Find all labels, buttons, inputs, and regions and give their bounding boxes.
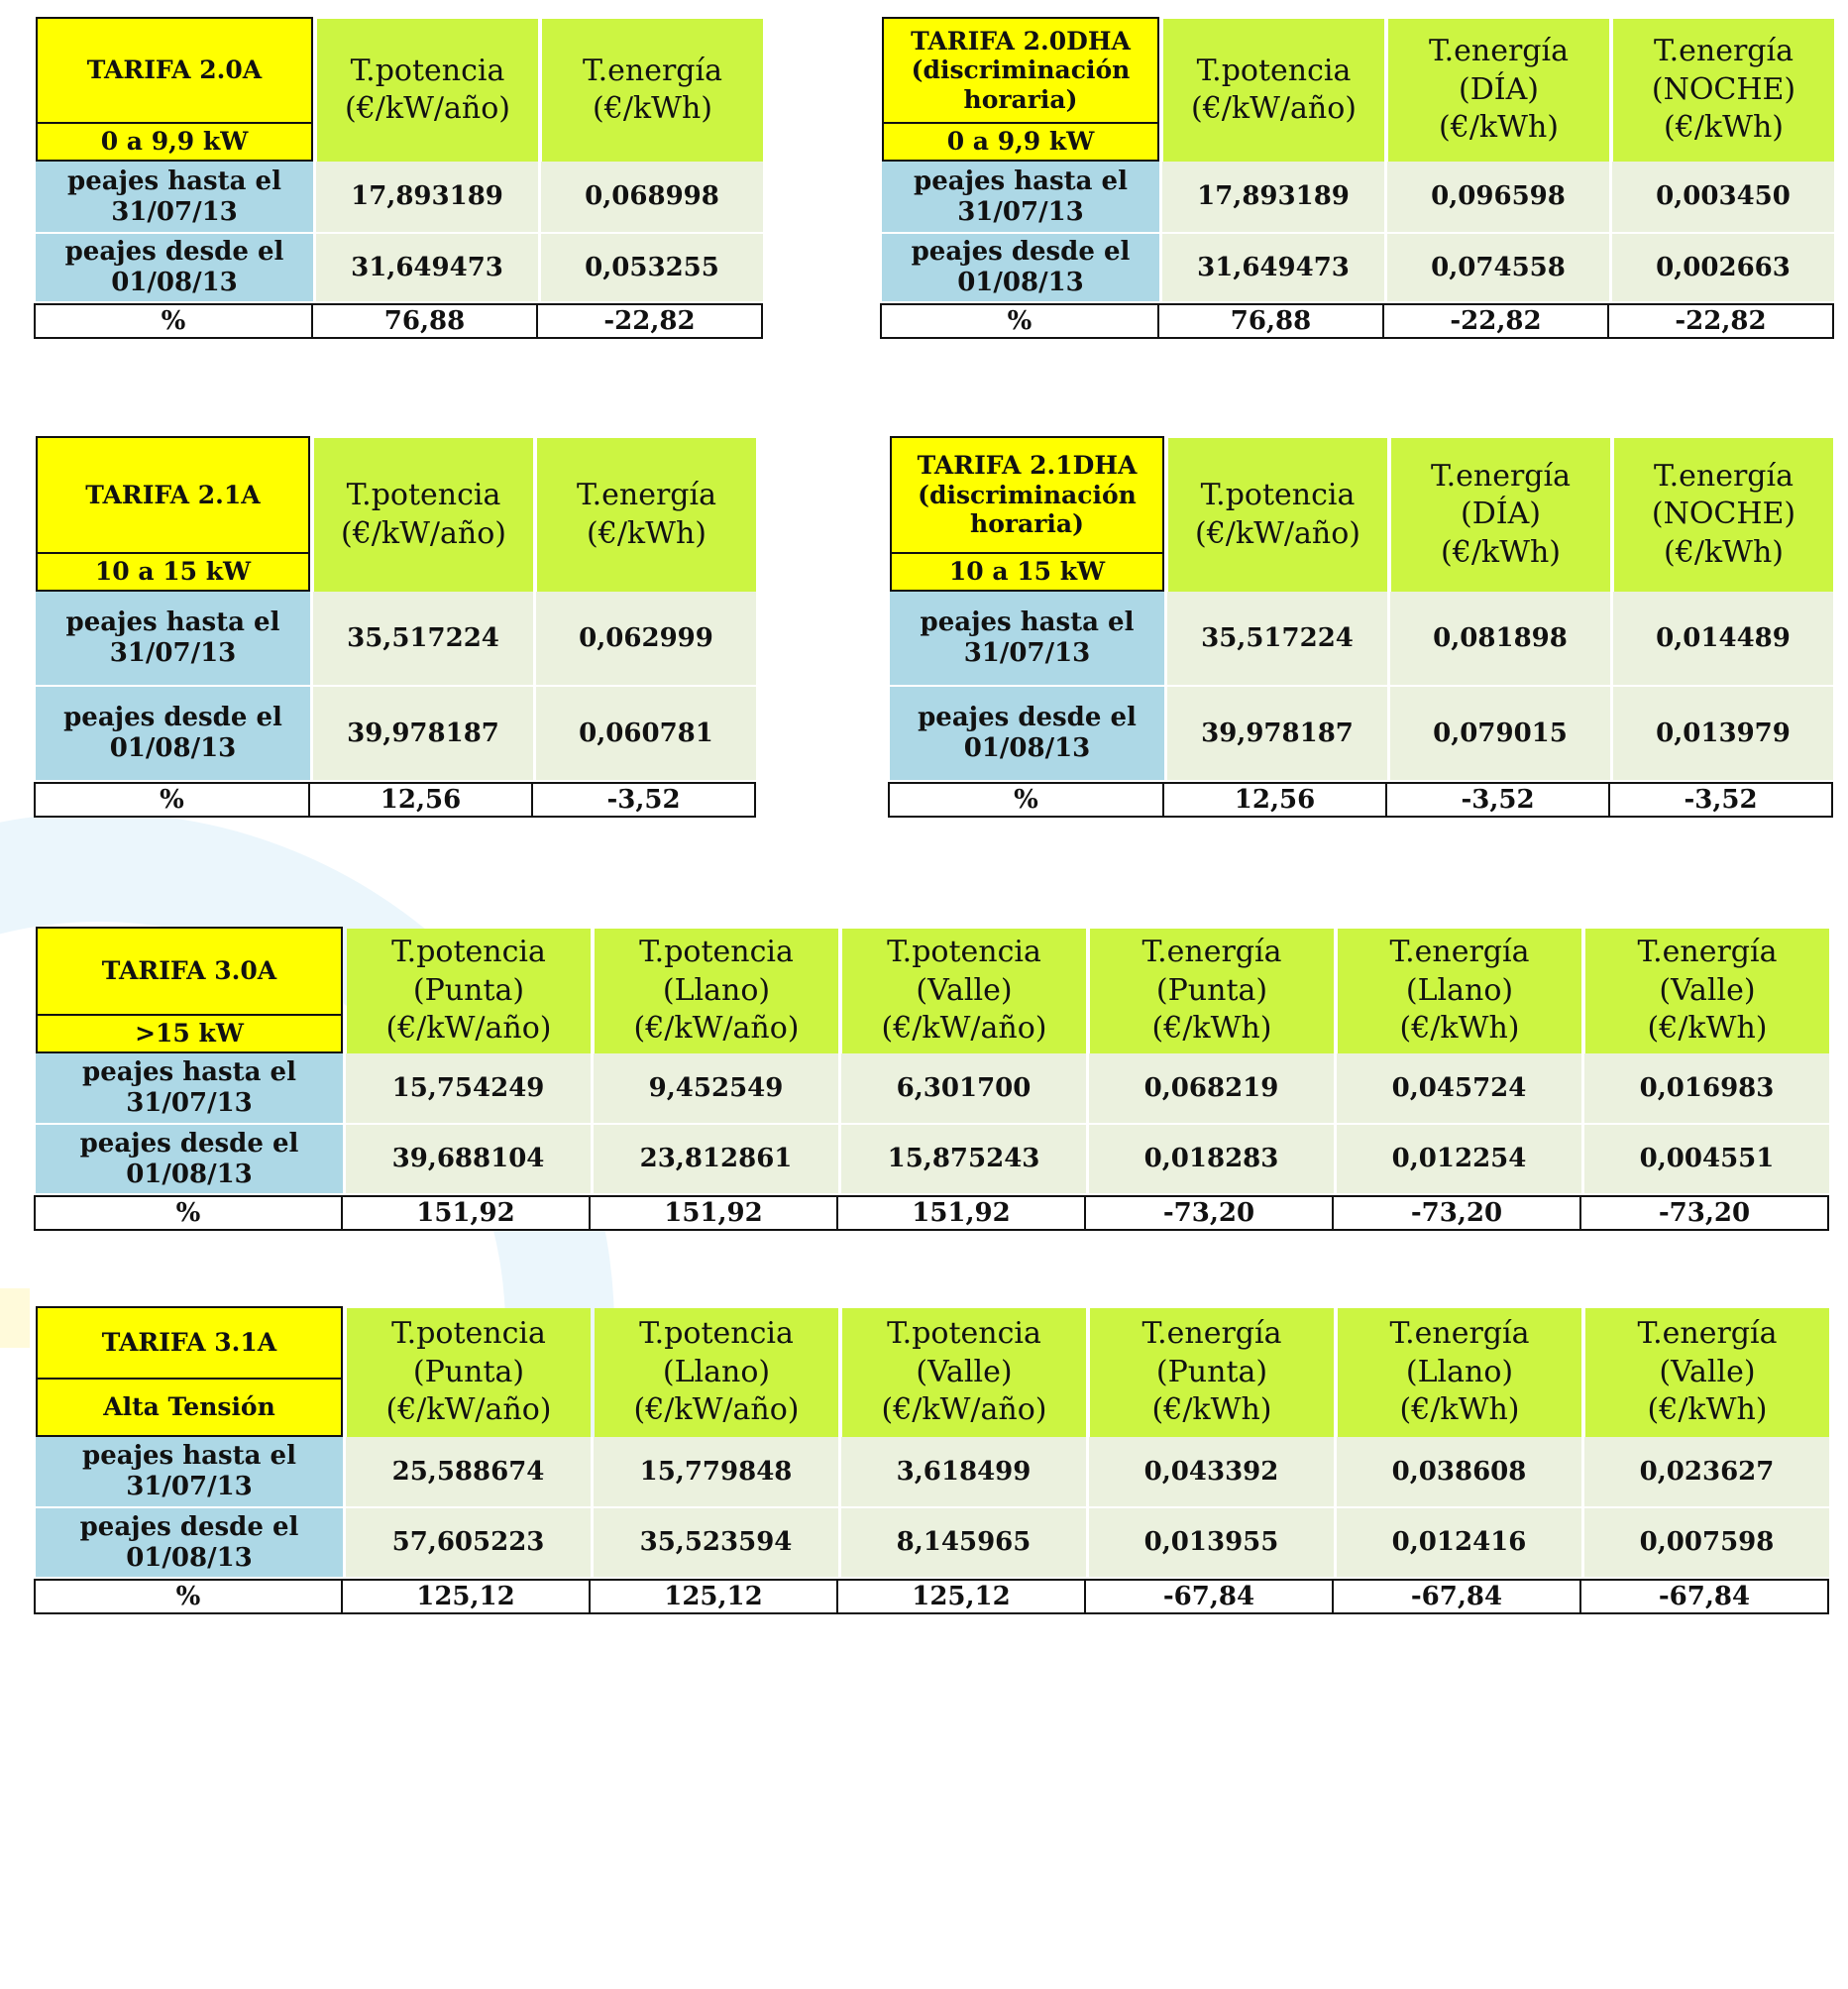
row-label: peajes desde el 01/08/13 xyxy=(36,1508,343,1579)
table-cell: 0,053255 xyxy=(538,234,763,303)
percent-value: -73,20 xyxy=(1084,1195,1334,1231)
table-tarifa-3-0a xyxy=(36,927,1829,1231)
column-header: T.energía (NOCHE) (€/kWh) xyxy=(1613,19,1834,162)
column-header: T.energía (Llano) (€/kWh) xyxy=(1338,1308,1581,1437)
table-cell: 0,002663 xyxy=(1609,234,1834,303)
row-label: peajes desde el 01/08/13 xyxy=(882,234,1159,303)
table-cell: 0,018283 xyxy=(1086,1125,1334,1195)
table-tarifa-3-1a xyxy=(36,1306,1829,1614)
percent-value: -73,20 xyxy=(1332,1195,1581,1231)
column-header: T.potencia (Punta) (€/kW/año) xyxy=(347,929,591,1053)
column-header: T.energía (Valle) (€/kWh) xyxy=(1585,929,1829,1053)
table-cell: 0,068998 xyxy=(538,162,763,234)
table-cell: 35,517224 xyxy=(310,592,533,687)
row-label: peajes hasta el 31/07/13 xyxy=(36,592,310,687)
column-header: T.energía (€/kWh) xyxy=(542,19,763,162)
percent-value: 151,92 xyxy=(589,1195,838,1231)
table-cell: 6,301700 xyxy=(838,1053,1086,1125)
table-tarifa-2-0a xyxy=(36,17,763,339)
tariff-title: TARIFA 2.0DHA (discriminación horaria) xyxy=(882,17,1159,124)
table-cell: 15,875243 xyxy=(838,1125,1086,1195)
table-cell: 0,081898 xyxy=(1387,592,1610,687)
column-header: T.energía (Llano) (€/kWh) xyxy=(1338,929,1581,1053)
percent-value: 125,12 xyxy=(589,1579,838,1614)
column-header: T.potencia (Llano) (€/kW/año) xyxy=(595,1308,838,1437)
table-cell: 57,605223 xyxy=(343,1508,591,1579)
tariff-title: TARIFA 2.0A xyxy=(36,17,313,124)
table-cell: 15,779848 xyxy=(591,1437,838,1508)
table-cell: 0,068219 xyxy=(1086,1053,1334,1125)
table-tarifa-2-1dha xyxy=(890,436,1833,818)
table-cell: 0,043392 xyxy=(1086,1437,1334,1508)
column-header: T.energía (€/kWh) xyxy=(537,438,756,592)
table-cell: 0,004551 xyxy=(1581,1125,1829,1195)
column-header: T.potencia (Valle) (€/kW/año) xyxy=(842,929,1086,1053)
percent-value: 125,12 xyxy=(836,1579,1086,1614)
percent-value: -67,84 xyxy=(1332,1579,1581,1614)
table-cell: 0,003450 xyxy=(1609,162,1834,234)
table-cell: 0,014489 xyxy=(1610,592,1833,687)
column-header: T.energía (Punta) (€/kWh) xyxy=(1090,929,1334,1053)
table-cell: 23,812861 xyxy=(591,1125,838,1195)
tariff-title: TARIFA 2.1A xyxy=(36,436,310,554)
percent-value: 76,88 xyxy=(1157,303,1384,339)
background-yellow-decoration xyxy=(0,1288,30,1348)
column-header: T.energía (Valle) (€/kWh) xyxy=(1585,1308,1829,1437)
percent-label: % xyxy=(888,782,1164,818)
table-cell: 17,893189 xyxy=(313,162,538,234)
table-cell: 17,893189 xyxy=(1159,162,1384,234)
percent-label: % xyxy=(880,303,1159,339)
percent-label: % xyxy=(34,303,313,339)
column-header: T.potencia (€/kW/año) xyxy=(317,19,538,162)
percent-label: % xyxy=(34,1579,343,1614)
table-cell: 3,618499 xyxy=(838,1437,1086,1508)
tariff-title: TARIFA 2.1DHA (discriminación horaria) xyxy=(890,436,1164,554)
table-cell: 9,452549 xyxy=(591,1053,838,1125)
percent-value: -67,84 xyxy=(1084,1579,1334,1614)
percent-value: -22,82 xyxy=(1607,303,1834,339)
table-cell: 0,012416 xyxy=(1334,1508,1581,1579)
table-cell: 39,978187 xyxy=(310,687,533,782)
column-header: T.potencia (€/kW/año) xyxy=(314,438,533,592)
table-cell: 15,754249 xyxy=(343,1053,591,1125)
percent-value: 151,92 xyxy=(836,1195,1086,1231)
percent-value: 151,92 xyxy=(341,1195,591,1231)
tariff-title: TARIFA 3.1A xyxy=(36,1306,343,1380)
table-cell: 0,023627 xyxy=(1581,1437,1829,1508)
table-cell: 0,013955 xyxy=(1086,1508,1334,1579)
table-cell: 39,978187 xyxy=(1164,687,1387,782)
row-label: peajes hasta el 31/07/13 xyxy=(882,162,1159,234)
column-header: T.potencia (Punta) (€/kW/año) xyxy=(347,1308,591,1437)
table-cell: 0,012254 xyxy=(1334,1125,1581,1195)
table-cell: 0,096598 xyxy=(1384,162,1609,234)
table-cell: 0,013979 xyxy=(1610,687,1833,782)
percent-value: 76,88 xyxy=(311,303,538,339)
row-label: peajes desde el 01/08/13 xyxy=(890,687,1164,782)
table-cell: 35,517224 xyxy=(1164,592,1387,687)
percent-value: 12,56 xyxy=(308,782,533,818)
percent-label: % xyxy=(34,1195,343,1231)
table-cell: 35,523594 xyxy=(591,1508,838,1579)
table-cell: 8,145965 xyxy=(838,1508,1086,1579)
table-cell: 0,038608 xyxy=(1334,1437,1581,1508)
percent-value: -67,84 xyxy=(1579,1579,1829,1614)
table-cell: 0,016983 xyxy=(1581,1053,1829,1125)
percent-value: -3,52 xyxy=(1385,782,1610,818)
percent-value: 12,56 xyxy=(1162,782,1387,818)
table-cell: 31,649473 xyxy=(313,234,538,303)
table-cell: 0,045724 xyxy=(1334,1053,1581,1125)
column-header: T.potencia (€/kW/año) xyxy=(1163,19,1384,162)
column-header: T.energía (Punta) (€/kWh) xyxy=(1090,1308,1334,1437)
table-cell: 0,062999 xyxy=(533,592,756,687)
row-label: peajes hasta el 31/07/13 xyxy=(36,1437,343,1508)
table-cell: 0,079015 xyxy=(1387,687,1610,782)
tariff-power-range: 0 a 9,9 kW xyxy=(36,122,313,162)
row-label: peajes hasta el 31/07/13 xyxy=(890,592,1164,687)
column-header: T.energía (NOCHE) (€/kWh) xyxy=(1614,438,1833,592)
tariff-power-range: 10 a 15 kW xyxy=(890,552,1164,592)
table-tarifa-2-0dha xyxy=(882,17,1834,339)
column-header: T.energía (DÍA) (€/kWh) xyxy=(1391,438,1610,592)
percent-label: % xyxy=(34,782,310,818)
percent-value: -22,82 xyxy=(536,303,763,339)
tariff-power-range: >15 kW xyxy=(36,1014,343,1053)
column-header: T.energía (DÍA) (€/kWh) xyxy=(1388,19,1609,162)
percent-value: -3,52 xyxy=(531,782,756,818)
row-label: peajes hasta el 31/07/13 xyxy=(36,1053,343,1125)
row-label: peajes hasta el 31/07/13 xyxy=(36,162,313,234)
tariff-power-range: 10 a 15 kW xyxy=(36,552,310,592)
table-cell: 39,688104 xyxy=(343,1125,591,1195)
percent-value: -22,82 xyxy=(1382,303,1609,339)
tariff-power-range: 0 a 9,9 kW xyxy=(882,122,1159,162)
row-label: peajes desde el 01/08/13 xyxy=(36,234,313,303)
table-tarifa-2-1a xyxy=(36,436,756,818)
tariff-power-range: Alta Tensión xyxy=(36,1378,343,1437)
row-label: peajes desde el 01/08/13 xyxy=(36,687,310,782)
table-cell: 0,007598 xyxy=(1581,1508,1829,1579)
percent-value: -3,52 xyxy=(1608,782,1833,818)
tariff-title: TARIFA 3.0A xyxy=(36,927,343,1016)
column-header: T.potencia (Llano) (€/kW/año) xyxy=(595,929,838,1053)
table-cell: 0,074558 xyxy=(1384,234,1609,303)
table-cell: 0,060781 xyxy=(533,687,756,782)
table-cell: 31,649473 xyxy=(1159,234,1384,303)
row-label: peajes desde el 01/08/13 xyxy=(36,1125,343,1195)
percent-value: -73,20 xyxy=(1579,1195,1829,1231)
column-header: T.potencia (€/kW/año) xyxy=(1168,438,1387,592)
percent-value: 125,12 xyxy=(341,1579,591,1614)
table-cell: 25,588674 xyxy=(343,1437,591,1508)
column-header: T.potencia (Valle) (€/kW/año) xyxy=(842,1308,1086,1437)
